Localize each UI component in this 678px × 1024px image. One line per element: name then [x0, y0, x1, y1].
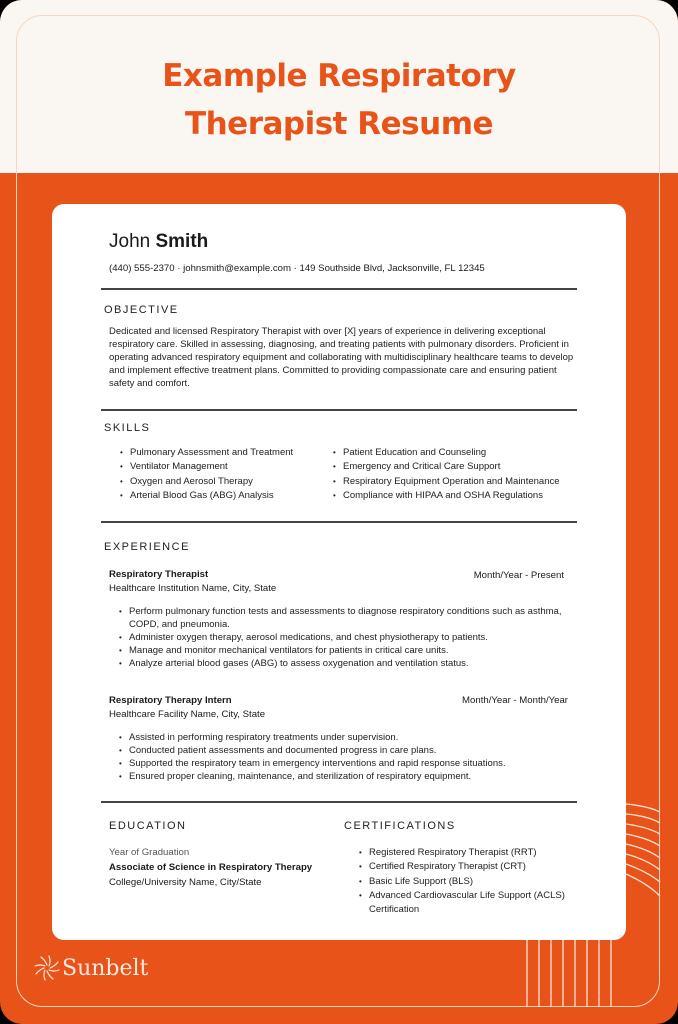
divider [101, 409, 577, 411]
job-bullet: • Conducted patient assessments and documented progress in care plans. [119, 744, 574, 757]
job-dates: Month/Year - Present [473, 570, 564, 581]
job-bullets [119, 605, 574, 670]
sun-swirl-icon [34, 955, 60, 981]
skill-item: • Emergency and Critical Care Support [333, 460, 583, 474]
job-bullet: • Manage and monitor mechanical ventilators for patients in critical care units. [119, 644, 574, 657]
skill-item: • Patient Education and Counseling [333, 446, 583, 460]
skill-item: • Oxygen and Aerosol Therapy [120, 475, 330, 489]
job-dates: Month/Year - Month/Year [462, 695, 568, 706]
skill-item: • Arterial Blood Gas (ABG) Analysis [120, 489, 330, 503]
page-title [0, 52, 678, 148]
resume-paper [52, 204, 626, 940]
education-heading: EDUCATION [109, 820, 187, 832]
certification-item: • Certified Respiratory Therapist (CRT) [359, 860, 584, 874]
skills-list-left [120, 446, 330, 503]
school: College/University Name, City/State [109, 877, 262, 888]
divider [101, 288, 577, 290]
job-bullet: • Supported the respiratory team in emergency interventions and rapid response situations. [119, 757, 574, 770]
skills-heading: SKILLS [104, 422, 151, 434]
job-bullet: • Administer oxygen therapy, aerosol medications, and chest physiotherapy to patients. [119, 631, 574, 644]
last-name: Smith [155, 231, 209, 252]
divider [101, 521, 577, 523]
job-bullets [119, 731, 574, 783]
degree: Associate of Science in Respiratory Therapy [109, 862, 313, 873]
skill-item: • Ventilator Management [120, 460, 330, 474]
first-name: John [109, 231, 151, 252]
certification-item: • Advanced Cardiovascular Life Support (ACLS) Certification [359, 889, 584, 918]
skill-item: • Pulmonary Assessment and Treatment [120, 446, 330, 460]
job-bullet: • Analyze arterial blood gases (ABG) to assess oxygenation and ventilation status. [119, 657, 574, 670]
graduation-year: Year of Graduation [109, 847, 190, 858]
job-bullet: • Assisted in performing respiratory treatments under supervision. [119, 731, 574, 744]
certifications-list [359, 846, 584, 917]
page-title-line2: Therapist Resume [184, 106, 494, 142]
objective-heading: OBJECTIVE [104, 304, 179, 316]
divider [101, 801, 577, 803]
job-bullet: • Perform pulmonary function tests and assessments to diagnose respiratory conditions such as asthma, COPD, and pneumonia. [119, 605, 574, 631]
skills-list-right [333, 446, 583, 503]
skill-item: • Compliance with HIPAA and OSHA Regulations [333, 489, 583, 503]
experience-heading: EXPERIENCE [104, 541, 190, 553]
certification-item: • Basic Life Support (BLS) [359, 875, 584, 889]
sunbelt-logo [34, 955, 148, 981]
job-organization: Healthcare Institution Name, City, State [109, 583, 277, 594]
job-organization: Healthcare Facility Name, City, State [109, 709, 266, 720]
candidate-name [109, 231, 208, 253]
brand-name: Sunbelt [62, 955, 149, 981]
skill-item: • Respiratory Equipment Operation and Maintenance [333, 475, 583, 489]
job-bullet: • Ensured proper cleaning, maintenance, and sterilization of respiratory equipment. [119, 770, 574, 783]
page-title-line1: Example Respiratory [162, 58, 516, 94]
objective-text: Dedicated and licensed Respiratory Therapist with over [X] years of experience in delivering exceptional respiratory care. Skilled in assessing, diagnosing, and treating patients with pulmonary disorders. Proficient in operating advanced respiratory equipment and collaborating with multidisciplinary healthcare teams to develop and implement effective treatment plans. Committed to providing compassionate care and ensuring patient safety and comfort. [109, 326, 574, 389]
certifications-heading: CERTIFICATIONS [344, 820, 456, 832]
job-title: Respiratory Therapist [109, 569, 209, 580]
job-title: Respiratory Therapy Intern [109, 695, 232, 706]
certification-item: • Registered Respiratory Therapist (RRT) [359, 846, 584, 860]
contact-line: (440) 555-2370 · johnsmith@example.com · 149 Southside Blvd, Jacksonville, FL 12345 [109, 263, 485, 274]
